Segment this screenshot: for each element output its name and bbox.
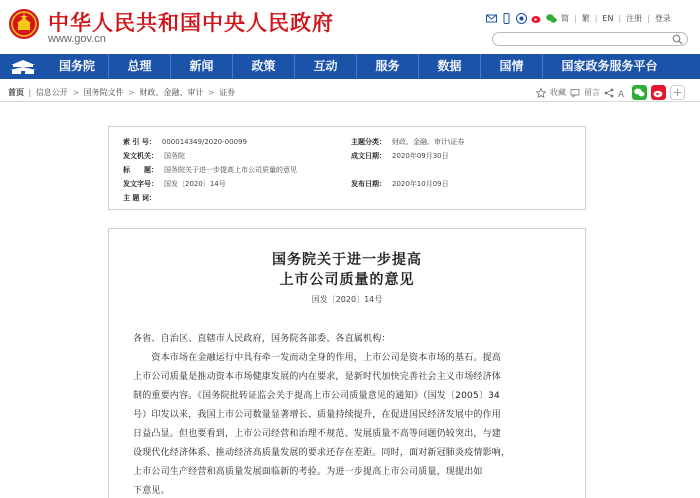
top-links xyxy=(486,11,671,25)
star-icon[interactable] xyxy=(536,88,546,98)
meta-title: 标 题： 国务院关于进一步提高上市公司质量的意见 xyxy=(123,166,297,174)
page-tools xyxy=(536,85,685,100)
paragraph-line: 各省、自治区、直辖市人民政府，国务院各部委、各直属机构： xyxy=(133,334,391,344)
simplified-link[interactable]: 简 xyxy=(561,13,569,23)
meta-doc-number: 发文字号： 国发〔2020〕14号 xyxy=(123,180,226,188)
breadcrumb-finance[interactable]: 财政、金融、审计 xyxy=(139,88,204,97)
breadcrumb-home[interactable]: 首页 xyxy=(8,88,24,97)
nav-item-policy[interactable]: 政策 xyxy=(232,54,294,79)
nav-item-services[interactable]: 服务 xyxy=(356,54,418,79)
nav-item-premier[interactable]: 总理 xyxy=(108,54,170,79)
comment-icon[interactable] xyxy=(570,88,580,98)
svg-text:A: A xyxy=(618,89,625,98)
document-metadata-table xyxy=(108,126,586,210)
breadcrumb-state-council-docs[interactable]: 国务院文件 xyxy=(83,88,124,97)
document-title-line-1: 国务院关于进一步提高 xyxy=(272,252,422,268)
link-separator: | xyxy=(594,13,598,23)
nav-item-service-platform[interactable]: 国家政务服务平台 xyxy=(542,54,676,79)
breadcrumb-info-public[interactable]: 信息公开 xyxy=(35,88,68,97)
header-divider xyxy=(0,101,700,102)
meta-publish-date: 发布日期： 2020年10月09日 xyxy=(351,180,449,188)
paragraph-line: 号）印发以来，我国上市公司数量显著增长、质量持续提升，在促进国民经济发展中的作用 xyxy=(133,410,502,420)
search-icon[interactable] xyxy=(672,34,683,45)
breadcrumb-separator: > xyxy=(72,88,80,97)
meta-index: 索 引 号： 000014349/2020-00099 xyxy=(123,138,247,146)
paragraph-line: 制的重要内容。《国务院批转证监会关于提高上市公司质量意见的通知》（国发〔2005〕34 xyxy=(133,391,500,401)
breadcrumb-securities[interactable]: 证券 xyxy=(219,88,236,97)
link-separator: | xyxy=(618,13,622,23)
main-nav xyxy=(0,54,700,79)
meta-written-date: 成文日期： 2020年09月30日 xyxy=(351,152,449,160)
login-link[interactable]: 登录 xyxy=(654,13,671,23)
breadcrumb-separator: | xyxy=(28,88,32,97)
paragraph-line: 上市公司生产经营和高质量发展面临新的考验。为进一步提高上市公司质量，现提出如 xyxy=(133,467,483,477)
site-header xyxy=(0,0,700,54)
share-icon[interactable] xyxy=(604,88,614,98)
favorite-label[interactable]: 收藏 xyxy=(550,88,566,97)
register-link[interactable]: 注册 xyxy=(626,13,643,23)
tiananmen-icon xyxy=(8,59,38,75)
nav-item-interaction[interactable]: 互动 xyxy=(294,54,356,79)
comment-label[interactable]: 留言 xyxy=(584,88,600,97)
document-body xyxy=(108,228,586,498)
app-icon[interactable] xyxy=(516,13,527,24)
nav-item-news[interactable]: 新闻 xyxy=(170,54,232,79)
paragraph-line: 设现代化经济体系、推动经济高质量发展的要求还存在差距。同时，面对新冠肺炎疫情影响， xyxy=(133,448,511,458)
share-wechat-icon[interactable] xyxy=(632,85,647,100)
paragraph-line: 日益凸显。但也要看到，上市公司经营和治理不规范、发展质量不高等问题仍较突出，与建 xyxy=(133,429,502,439)
english-link[interactable]: EN xyxy=(602,13,614,23)
mail-icon[interactable] xyxy=(486,13,497,24)
paragraph-line: 下意见。 xyxy=(133,486,170,496)
national-emblem-icon[interactable] xyxy=(8,8,40,40)
paragraph-line: 资本市场在金融运行中具有牵一发而动全身的作用，上市公司是资本市场的基石。提高 xyxy=(133,353,502,363)
document-title-line-2: 上市公司质量的意见 xyxy=(279,272,415,288)
nav-item-data[interactable]: 数据 xyxy=(418,54,480,79)
link-separator: | xyxy=(574,13,577,23)
site-url: www.gov.cn xyxy=(48,33,106,45)
document-number: 国发〔2020〕14号 xyxy=(311,295,383,304)
breadcrumb-separator: > xyxy=(128,88,135,97)
breadcrumb-separator: > xyxy=(207,88,215,97)
wechat-icon[interactable] xyxy=(546,13,557,24)
share-more-icon[interactable] xyxy=(670,85,685,100)
search-input[interactable] xyxy=(492,32,688,46)
share-weibo-icon[interactable] xyxy=(651,85,666,100)
meta-issuer: 发文机关： 国务院 xyxy=(123,152,185,160)
font-size-icon[interactable] xyxy=(618,88,628,98)
meta-keywords: 主 题 词： xyxy=(123,194,156,202)
nav-home-logo[interactable] xyxy=(0,54,46,79)
nav-item-national-conditions[interactable]: 国情 xyxy=(480,54,542,79)
meta-topic: 主题分类： 财政、金融、审计\证券 xyxy=(351,138,465,146)
site-title[interactable]: 中华人民共和国中央人民政府 xyxy=(48,11,334,35)
paragraph-line: 上市公司质量是推动资本市场健康发展的内在要求，是新时代加快完善社会主义市场经济体 xyxy=(133,372,502,382)
breadcrumb xyxy=(8,87,235,98)
link-separator: | xyxy=(647,13,650,23)
weibo-icon[interactable] xyxy=(531,13,542,24)
mobile-icon[interactable] xyxy=(501,13,512,24)
traditional-link[interactable]: 繁 xyxy=(581,13,590,23)
nav-item-state-council[interactable]: 国务院 xyxy=(58,59,95,73)
